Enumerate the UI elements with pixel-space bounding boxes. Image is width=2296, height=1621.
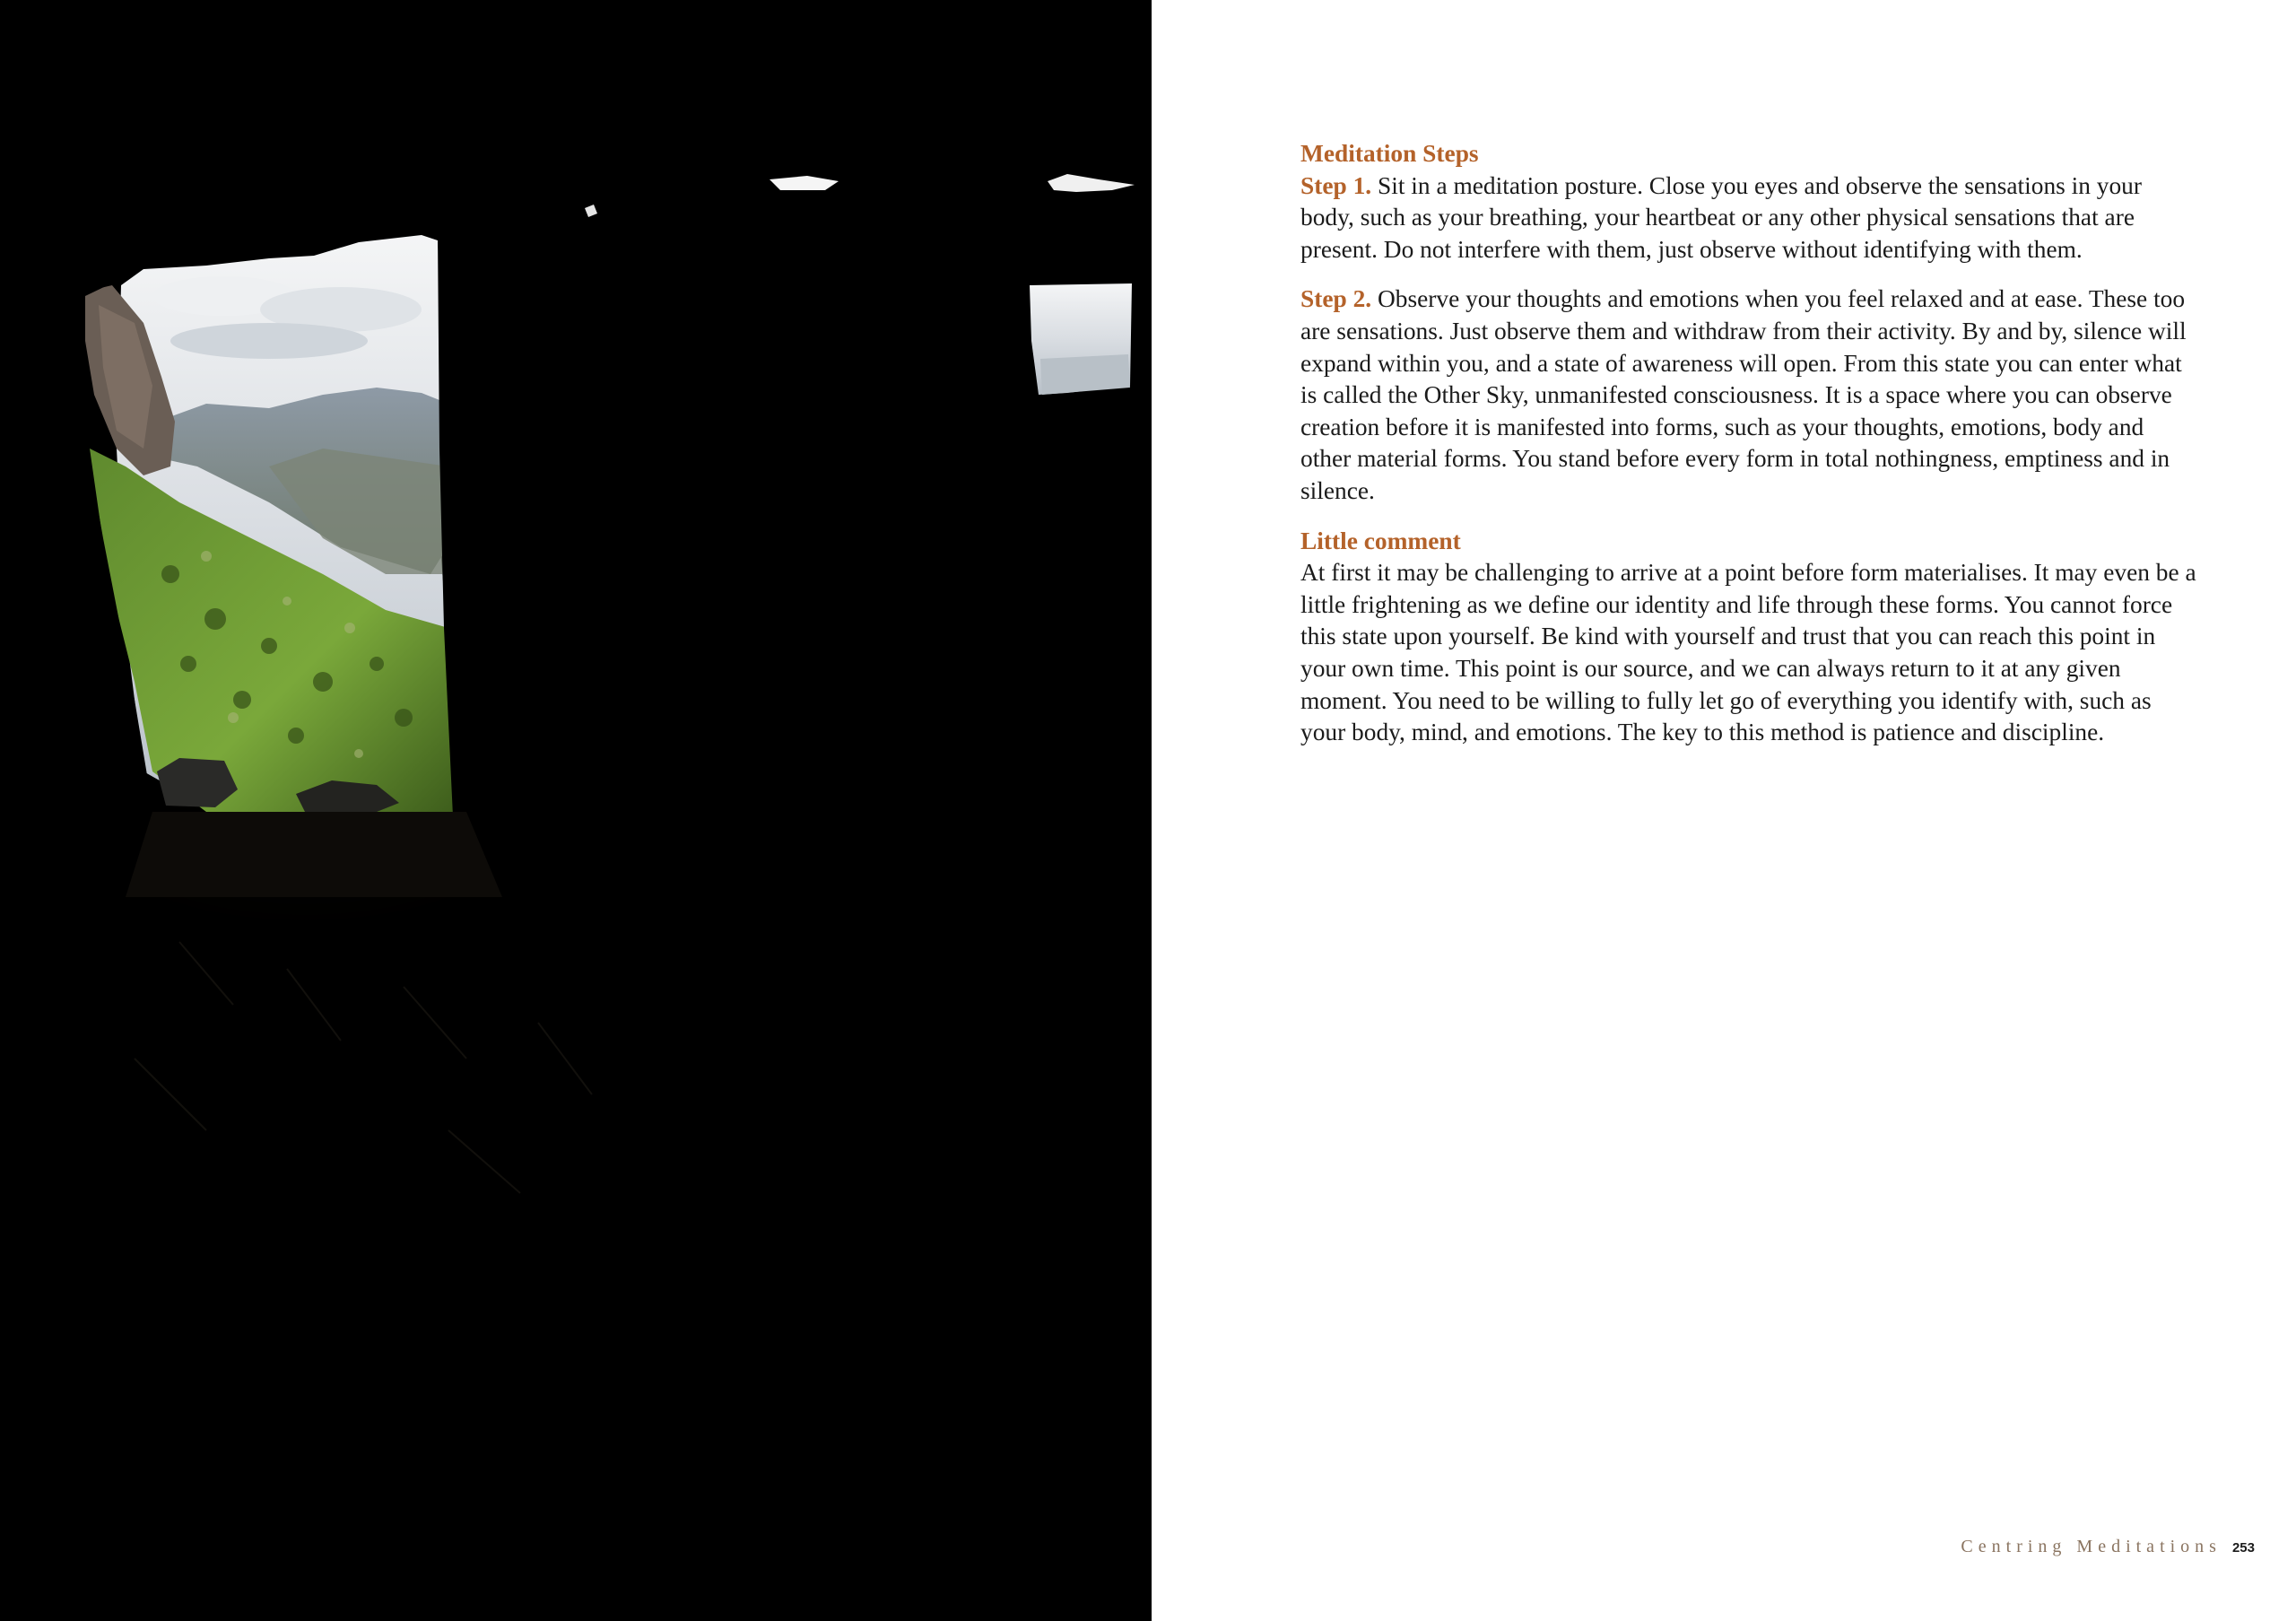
heading-little-comment: Little comment <box>1300 527 1461 554</box>
text-page <box>1152 0 2296 1621</box>
step-2-paragraph <box>1300 283 2197 507</box>
page-footer <box>1961 1537 2255 1557</box>
running-footer-title: Centring Meditations <box>1961 1537 2222 1556</box>
step-1-label: Step 1. <box>1300 171 1372 199</box>
text-column <box>1300 138 2197 767</box>
page-number: 253 <box>2231 1540 2255 1556</box>
step-2-body: Observe your thoughts and emotions when you feel relaxed and at ease. These too are sensations. Just observe them and withdraw from their activity. By and by, silence will expand within you, and a state of awareness will open. From this state you can enter what is called the Other Sky, unmanifested consciousness. It is a space where you can observe creation before it is manifested into forms, such as your thoughts, emotions, body and other material forms. You stand before every form in total nothingness, emptiness and in silence. <box>1300 285 2187 504</box>
comment-paragraph: At first it may be challenging to arrive at a point before form materialises. It may even be a little frightening as we define our identity and life through these forms. You cannot force this state upon yourself. Be kind with yourself and trust that you can reach this point in your own time. This point is our source, and we can always return to it at any given moment. You need to be willing to fully let go of everything you identify with, such as your body, mind, and emotions. The key to this method is patience and discipline. <box>1300 559 2196 746</box>
heading-meditation-steps: Meditation Steps <box>1300 140 1479 167</box>
step-1-paragraph <box>1300 170 2197 266</box>
step-2-label: Step 2. <box>1300 285 1372 313</box>
step-1-body: Sit in a meditation posture. Close you eyes and observe the sensations in your body, such as your breathing, your heartbeat or any other physical sensations that are present. Do not interfere with them, just observe without identifying with them. <box>1300 171 2143 263</box>
